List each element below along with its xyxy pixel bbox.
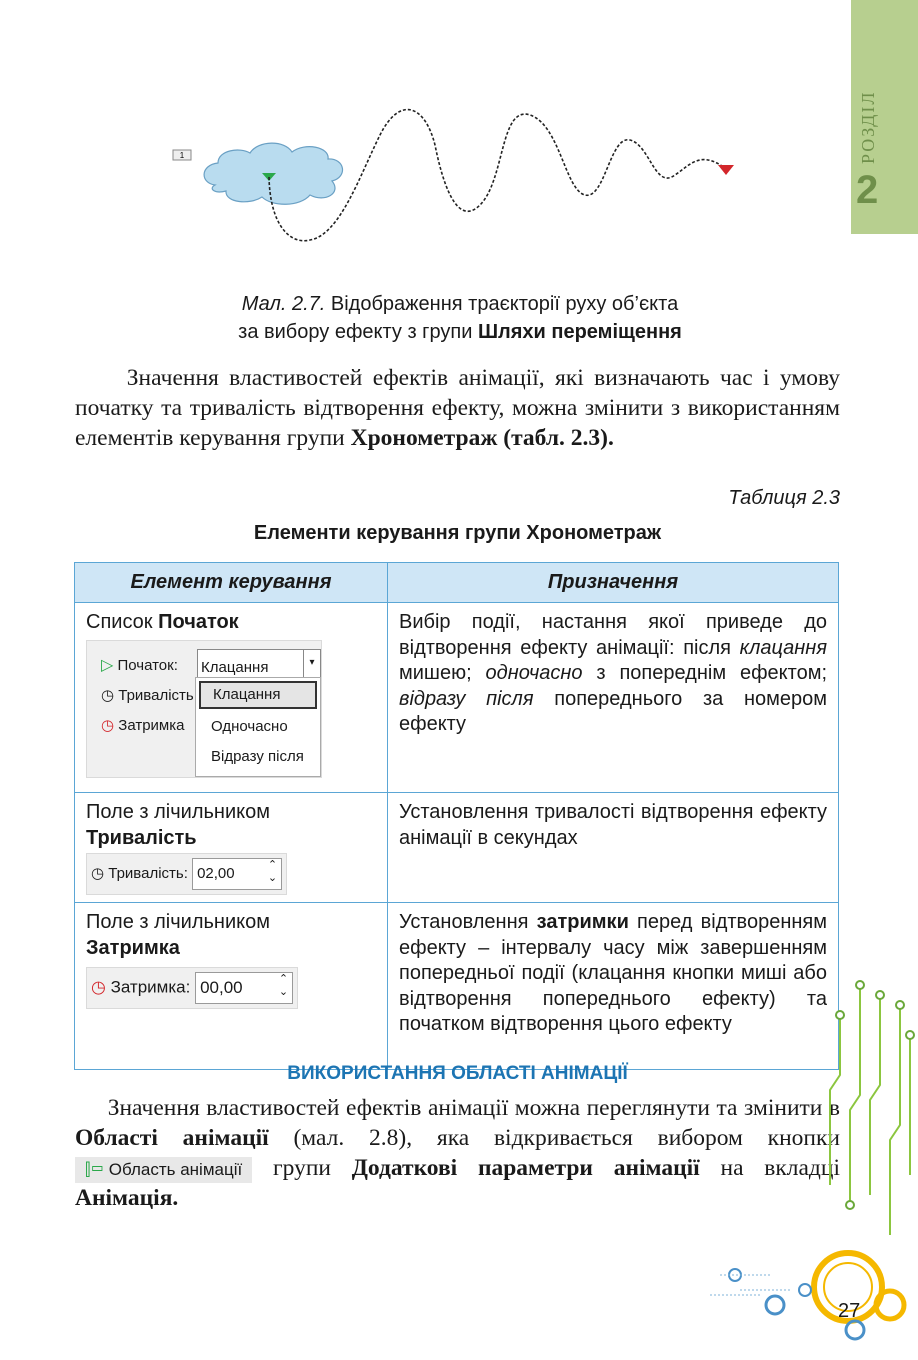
start-select-value: Клацання	[201, 658, 269, 676]
animation-pane-button[interactable]	[75, 1157, 252, 1183]
desc-italic: відразу після	[399, 687, 534, 710]
row3-label-bold: Затримка	[86, 936, 180, 959]
p1-end: (табл. 2.3).	[497, 425, 614, 451]
header-element: Елемент керування	[75, 563, 388, 603]
duration-spinner[interactable]	[192, 858, 282, 890]
cell-purpose	[388, 603, 839, 793]
desc-bold: затримки	[536, 911, 629, 933]
circuit-decoration	[700, 975, 918, 1360]
animation-pane-icon: ⫿▭	[85, 1159, 105, 1179]
p2-text: Значення властивостей ефектів анімації можна переглянути та змінити в	[107, 1095, 840, 1121]
table-row	[75, 603, 839, 793]
row2-label: Поле з лічильником	[86, 801, 270, 823]
dropdown-option[interactable]: Відразу після	[211, 747, 304, 765]
section-heading: ВИКОРИСТАННЯ ОБЛАСТІ АНІМАЦІЇ	[287, 1063, 628, 1084]
end-marker	[718, 165, 734, 175]
caption-line2: за вибору ефекту з групи	[238, 321, 478, 343]
desc-text: попереднього за номером ефекту	[399, 687, 827, 735]
caption-line2-bold: Шляхи переміщення	[477, 321, 682, 343]
header-purpose: Призначення	[388, 563, 839, 603]
row3-label: Поле з лічильником	[86, 911, 270, 933]
duration-row	[101, 683, 194, 709]
spinner-arrows-icon[interactable]: ⌃ ⌄	[278, 973, 289, 998]
motion-path-figure	[160, 95, 760, 255]
p2-bold: Анімація	[75, 1185, 173, 1211]
desc-italic: клацання	[739, 636, 827, 659]
animation-pane-button-label: Область анімації	[108, 1159, 243, 1179]
p2-bold: Області анімації	[75, 1125, 269, 1151]
desc-text: Вибір події, настання якої приведе до відтворення ефекту анімації: після	[399, 611, 827, 659]
cell-element	[75, 603, 388, 793]
chevron-down-icon[interactable]: ▾	[303, 650, 320, 678]
table-title: Елементи керування групи Хронометраж	[253, 522, 662, 544]
table-row	[75, 793, 839, 903]
start-select[interactable]	[197, 649, 321, 679]
desc-text: Установлення	[399, 911, 537, 933]
dropdown-option[interactable]: Клацання	[199, 681, 317, 709]
duration-spinner-ui	[86, 853, 287, 895]
p1-text: Значення властивостей ефектів анімації, які визначають час і умову початку та тривалість відтворення ефекту, можна змінити з використанням елементів керування групи	[75, 365, 840, 451]
cell-element	[75, 793, 388, 903]
delay-row	[101, 713, 184, 739]
caption-label: Мал. 2.7.	[241, 293, 326, 315]
desc-text: мишею;	[399, 662, 486, 684]
row1-label-bold: Початок	[158, 611, 239, 633]
start-row	[101, 653, 178, 679]
slide-number: 1	[179, 151, 185, 160]
p2-text: групи	[252, 1155, 352, 1181]
desc-italic: одночасно	[485, 662, 583, 684]
clock-delay-icon: ◷	[91, 977, 106, 997]
row1-label: Список	[86, 611, 159, 633]
delay-label: Затримка	[118, 716, 185, 734]
row2-label-bold: Тривалість	[86, 826, 197, 849]
dropdown-option[interactable]: Одночасно	[211, 717, 288, 735]
paragraph-1	[75, 363, 840, 453]
chapter-number: 2	[856, 168, 879, 212]
delay-spinner[interactable]	[195, 972, 293, 1004]
clock-icon: ◷	[101, 686, 115, 704]
spinner-arrows-icon[interactable]: ⌃ ⌄	[267, 859, 278, 884]
cell-purpose	[388, 793, 839, 903]
clock-delay-icon: ◷	[101, 716, 115, 734]
duration-value: 02,00	[197, 865, 235, 882]
play-icon: ▷	[101, 656, 114, 674]
delay-value: 00,00	[200, 978, 243, 997]
duration-label: Тривалість	[118, 686, 194, 704]
p1-bold: Хронометраж	[350, 425, 498, 451]
caption-line1: Відображення траєкторії руху об’єкта	[325, 293, 679, 315]
page-number: 27	[838, 1300, 861, 1322]
start-dropdown	[195, 677, 321, 777]
start-label: Початок:	[117, 656, 178, 674]
duration-spinner-label: Тривалість:	[108, 864, 188, 882]
table-reference: Таблиця 2.3	[728, 487, 840, 509]
desc-text: перед відтворенням ефекту – інтервалу часу між завершенням попередньої події (клацання кнопки миші або відтворення попереднього ефекту) та початком відтворення цього ефекту	[399, 911, 827, 1035]
desc-text: з попереднім ефектом;	[582, 662, 827, 684]
p2-text: .	[172, 1185, 179, 1211]
clock-icon: ◷	[91, 864, 105, 882]
p2-text: на вкладці	[699, 1155, 840, 1181]
cell-element	[75, 903, 388, 1070]
p2-text: (мал. 2.8), яка відкривається вибором кнопки	[268, 1125, 840, 1151]
delay-spinner-label: Затримка:	[110, 977, 191, 997]
p2-bold: Додаткові параметри анімації	[351, 1155, 700, 1181]
desc-text: Установлення тривалості відтворення ефекту анімації в секундах	[399, 801, 827, 849]
figure-caption	[120, 290, 800, 346]
start-list-ui	[86, 640, 322, 778]
chapter-word: РОЗДІЛ	[858, 90, 878, 164]
delay-spinner-ui	[86, 967, 298, 1009]
